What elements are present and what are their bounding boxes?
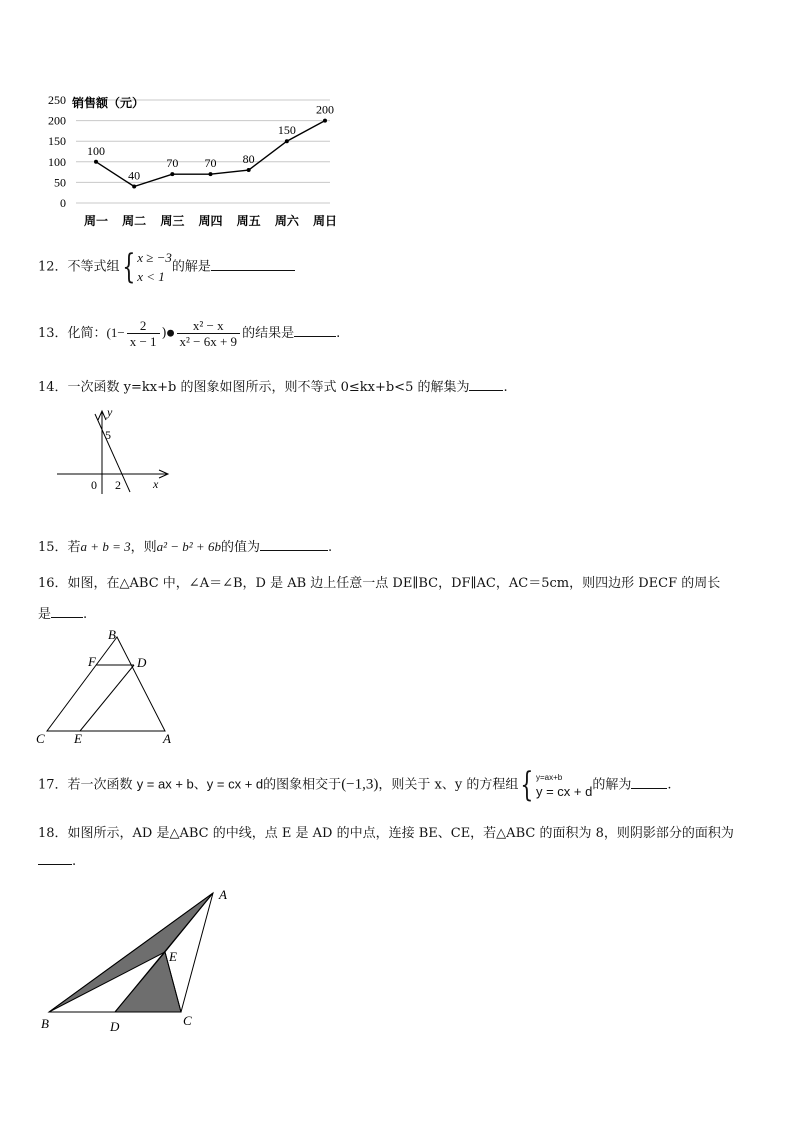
q15-expression: a² − b² + 6b — [156, 539, 221, 554]
question-18-line-1: 18．如图所示，AD 是△ABC 的中线，点 E 是 AD 的中点，连接 BE、CE，若△ABC 的面积为 8，则阴影部分的面积为 — [38, 826, 734, 841]
q13-suffix: 的结果是 — [242, 326, 295, 341]
q13-f2-numerator: x² − x — [177, 318, 241, 334]
q12-answer-blank[interactable] — [211, 258, 295, 271]
data-label: 80 — [242, 152, 255, 167]
q14-end: . — [503, 380, 508, 395]
y-tick-label: 200 — [48, 113, 66, 128]
q13-f2-denominator: x² − 6x + 9 — [179, 334, 238, 349]
q13-answer-blank[interactable] — [294, 324, 336, 337]
y-axis-letter: y — [107, 405, 113, 419]
q12-brace: { — [121, 247, 135, 287]
chart-x-ticks — [84, 213, 337, 228]
label-b: B — [41, 1016, 49, 1031]
data-label: 70 — [204, 156, 217, 171]
q18-answer-blank[interactable] — [38, 852, 72, 865]
y-tick-label: 150 — [48, 134, 66, 149]
question-13 — [38, 318, 340, 349]
data-label: 150 — [277, 123, 296, 138]
q15-answer-blank[interactable] — [260, 538, 328, 551]
q17-suffix: 的解为 — [592, 777, 632, 793]
data-point — [132, 185, 136, 189]
triangle-abc — [47, 637, 165, 731]
question-17 — [38, 765, 672, 805]
label-e: E — [74, 731, 82, 746]
q17-prefix: 17．若一次函数 — [38, 777, 133, 793]
q12-line1: x ≥ −3 — [137, 250, 172, 265]
q13-end: . — [336, 326, 341, 341]
q18-end: . — [72, 854, 77, 869]
label-c: C — [183, 1013, 192, 1028]
question-12 — [38, 248, 295, 286]
x-tick-label: 周五 — [236, 214, 261, 228]
y-tick-label: 0 — [60, 196, 66, 210]
label-c: C — [36, 731, 45, 746]
chart-y-ticks — [48, 93, 66, 210]
q13-f1-numerator: 2 — [127, 318, 160, 334]
x-tick-label: 周二 — [122, 214, 147, 228]
x-axis-letter: x — [153, 477, 159, 491]
q16-answer-blank[interactable] — [51, 605, 83, 618]
q12-line2: x < 1 — [137, 269, 165, 284]
function-line — [95, 414, 130, 492]
q13-prefix: 13．化简： — [38, 326, 107, 341]
x-intercept-label: 2 — [115, 478, 121, 492]
x-tick-label: 周六 — [274, 214, 299, 228]
q13-fraction-2 — [177, 318, 241, 349]
q17-function-2: y = cx + d — [206, 776, 264, 792]
q15-mid: ，则 — [130, 540, 157, 555]
q16-triangle-figure — [30, 625, 190, 750]
y-tick-label: 250 — [48, 93, 66, 107]
label-f: F — [88, 654, 96, 669]
q14-answer-blank[interactable] — [469, 378, 503, 391]
y-tick-label: 50 — [54, 175, 66, 190]
q12-system — [137, 248, 172, 286]
sales-line-chart — [40, 90, 340, 235]
q17-system — [536, 771, 592, 799]
q15-suffix: 的值为 — [220, 540, 260, 555]
x-tick-label: 周三 — [160, 214, 185, 228]
q17-mid: 的图象相交于 — [263, 777, 342, 793]
data-label: 70 — [166, 156, 179, 171]
q13-open: (1− — [106, 325, 125, 340]
data-label: 40 — [128, 168, 141, 183]
q17-sys-top: y=ax+b — [535, 773, 563, 782]
q17-function-1: y = ax + b — [136, 776, 194, 792]
q15-end: . — [327, 540, 333, 555]
y-tick-label: 100 — [48, 154, 66, 169]
q17-sep: 、 — [193, 777, 207, 793]
data-point — [94, 160, 98, 164]
q15-prefix: 15．若 — [38, 540, 81, 555]
q13-dot: ● — [166, 328, 175, 339]
data-point — [323, 119, 327, 123]
label-b: B — [108, 627, 116, 642]
data-point — [170, 172, 174, 176]
y-intercept-label: 5 — [105, 428, 111, 442]
label-a: A — [163, 731, 171, 746]
question-14 — [38, 376, 508, 395]
q17-mid2: ，则关于 x、y 的方程组 — [378, 777, 519, 793]
data-point — [247, 168, 251, 172]
q17-brace: { — [520, 765, 534, 805]
question-16-line-2 — [38, 603, 87, 622]
q18-shaded-triangle-figure — [35, 885, 235, 1035]
q16-line2-text: 是 — [38, 607, 52, 622]
q13-f1-denominator: x − 1 — [129, 334, 157, 349]
question-15 — [38, 536, 332, 555]
label-a: A — [219, 887, 227, 902]
q14-text: 14．一次函数 y=kx+b 的图象如图所示，则不等式 0≤kx+b<5 的解集为 — [38, 380, 470, 395]
x-tick-label: 周一 — [83, 214, 109, 228]
segment-de — [80, 665, 134, 731]
q17-sys-bottom: y = cx + d — [535, 784, 593, 799]
y-axis-label: 销售额（元） — [72, 96, 145, 110]
q13-close: ) — [161, 326, 167, 341]
q17-end: . — [667, 777, 672, 793]
label-d: D — [110, 1019, 120, 1034]
data-point — [209, 172, 213, 176]
label-e: E — [169, 949, 177, 964]
label-d: D — [137, 655, 147, 670]
q13-fraction-1 — [127, 318, 160, 349]
chart-gridlines — [76, 100, 330, 203]
question-16-line-1: 16．如图，在△ABC 中，∠A＝∠B，D 是 AB 边上任意一点 DE∥BC，DF∥AC，AC＝5cm，则四边形 DECF 的周长 — [38, 576, 721, 591]
x-tick-label: 周四 — [198, 214, 223, 228]
q17-answer-blank[interactable] — [631, 776, 667, 789]
q16-end: . — [83, 607, 88, 622]
data-label: 200 — [316, 102, 334, 117]
x-tick-label: 周日 — [312, 214, 338, 228]
question-18-line-2 — [38, 852, 76, 869]
q12-suffix: 的解是 — [171, 259, 211, 275]
chart-data-labels — [87, 103, 334, 183]
origin-label: 0 — [91, 478, 97, 492]
data-point — [285, 139, 289, 143]
q15-condition: a + b = 3 — [80, 539, 131, 554]
q14-function-graph — [55, 404, 180, 496]
q12-prefix: 12．不等式组 — [38, 259, 120, 275]
data-label: 100 — [87, 143, 105, 158]
q17-point: (−1,3) — [341, 776, 379, 793]
